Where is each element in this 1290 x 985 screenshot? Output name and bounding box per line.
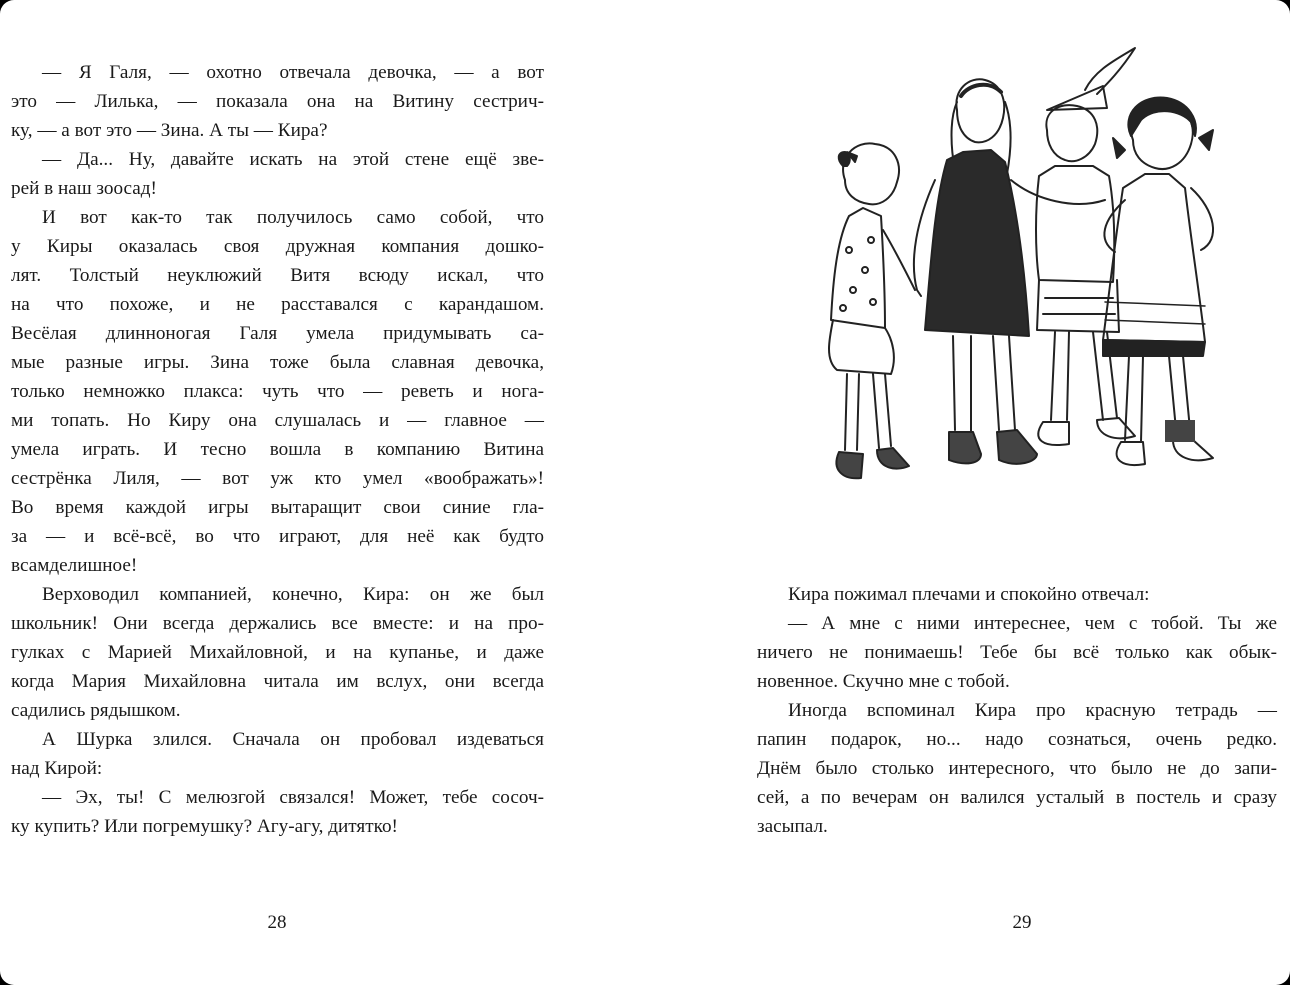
text-line: ку купить? Или погремушку? Агу-агу, дитятко! — [11, 816, 398, 837]
text-line: над Кирой: — [11, 758, 103, 779]
left-page-text — [11, 58, 544, 841]
text-line: папин подарок, но... надо сознаться, очень редко. — [757, 729, 1277, 750]
text-line: у Киры оказалась своя дружная компания дошко- — [11, 236, 544, 257]
text-line: умела играть. И тесно вошла в компанию Витина — [11, 439, 544, 460]
frame-corner — [1276, 971, 1290, 985]
left-page — [0, 0, 560, 985]
girl-with-bows-figure — [1103, 97, 1213, 465]
text-line: И вот как-то так получилось само собой, что — [42, 207, 544, 228]
text-line: ми топать. Но Киру она слушалась и — главное — — [11, 410, 544, 431]
text-line: сестрёнка Лиля, — вот уж кто умел «воображать»! — [11, 468, 544, 489]
children-illustration — [785, 40, 1255, 510]
text-line: это — Лилька, — показала она на Витину сестрич- — [11, 91, 544, 112]
text-line: — Эх, ты! С мелюзгой связался! Может, тебе сосоч- — [42, 787, 544, 808]
text-line: садились рядышком. — [11, 700, 181, 721]
text-line: — А мне с ними интереснее, чем с тобой. Ты же — [788, 613, 1277, 634]
page-number: 29 — [1012, 912, 1032, 933]
text-line: только немножко плакса: чуть что — реветь и нога- — [11, 381, 544, 402]
text-line: Иногда вспоминал Кира про красную тетрадь — — [788, 700, 1277, 721]
text-line: засыпал. — [757, 816, 828, 837]
text-line: сей, а по вечерам он валился усталый в постель и сразу — [757, 787, 1277, 808]
small-girl-figure — [829, 143, 915, 478]
text-line: Днём было столько интересного, что было не до запи- — [757, 758, 1277, 779]
text-line: ничего не понимаешь! Тебе бы всё только как обык- — [757, 642, 1277, 663]
text-line: Верховодил компанией, конечно, Кира: он же был — [42, 584, 544, 605]
text-line: всамделишное! — [11, 555, 138, 576]
text-line: когда Мария Михайловна читала им вслух, они всегда — [11, 671, 544, 692]
text-line: мые разные игры. Зина тоже была славная девочка, — [11, 352, 544, 373]
frame-corner — [0, 971, 14, 985]
text-line: ку, — а вот это — Зина. А ты — Кира? — [11, 120, 328, 141]
text-line: рей в наш зоосад! — [11, 178, 157, 199]
tall-girl-figure — [914, 79, 1105, 463]
frame-corner — [1276, 0, 1290, 14]
text-line: Весёлая длинноногая Галя умела придумывать са- — [11, 323, 544, 344]
right-page — [745, 0, 1290, 985]
page-number: 28 — [267, 912, 287, 933]
text-line: новенное. Скучно мне с тобой. — [757, 671, 1010, 692]
text-line: лят. Толстый неуклюжий Витя всюду искал, что — [11, 265, 544, 286]
frame-corner — [0, 0, 14, 14]
text-line: Кира пожимал плечами и спокойно отвечал: — [788, 584, 1150, 605]
text-line: за — и всё-всё, во что играют, для неё как будто — [11, 526, 544, 547]
text-line: Во время каждой игры вытаращит свои синие гла- — [11, 497, 544, 518]
text-line: — Я Галя, — охотно отвечала девочка, — а вот — [42, 62, 544, 83]
text-line: школьник! Они всегда держались все вместе: и на про- — [11, 613, 544, 634]
text-line: А Шурка злился. Сначала он пробовал издеваться — [42, 729, 544, 750]
text-line: — Да... Ну, давайте искать на этой стене ещё зве- — [42, 149, 544, 170]
boy-with-hat-figure — [1036, 48, 1135, 445]
text-line: гулках с Марией Михайловной, и на купанье, и даже — [11, 642, 544, 663]
text-line: на что похоже, и не расставался с карандашом. — [11, 294, 544, 315]
right-page-text — [757, 580, 1277, 841]
